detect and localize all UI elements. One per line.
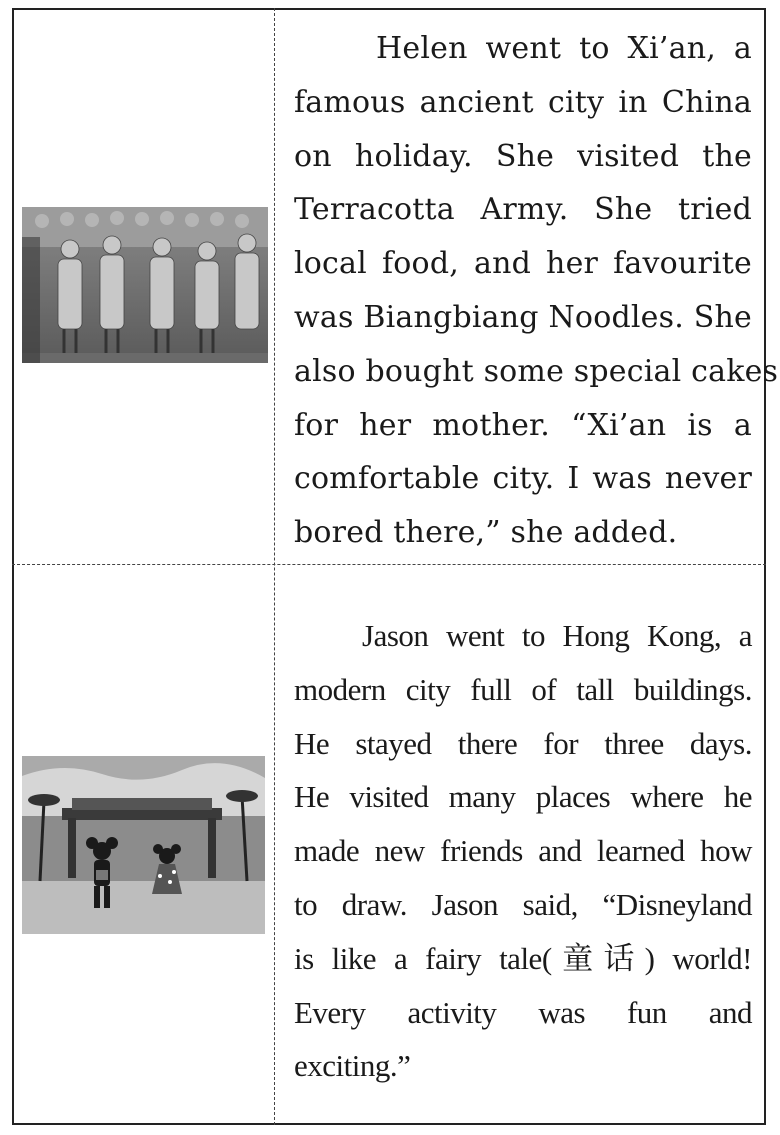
helen-paragraph (294, 22, 779, 560)
jason-line-3: He stayed there for three days. (294, 725, 752, 761)
jason-line-5: made new friends and learned how (294, 833, 752, 869)
helen-line-5: local food, and her favourite (294, 246, 752, 282)
helen-line-2: famous ancient city in China (294, 84, 752, 120)
jason-line-7: is like a fairy tale(童话) world! (294, 940, 752, 976)
terracotta-army-photo (22, 207, 268, 363)
jason-line-1: Jason went to Hong Kong, a (362, 618, 752, 653)
helen-line-4: Terracotta Army. She tried (294, 192, 752, 228)
helen-line-7: also bought some special cakes (294, 353, 779, 389)
jason-line-9: exciting.” (294, 1048, 411, 1084)
helen-line-3: on holiday. She visited the (294, 138, 752, 174)
helen-line-6: was Biangbiang Noodles. She (294, 299, 752, 335)
jason-paragraph (294, 609, 752, 1093)
helen-line-10: bored there,” she added. (294, 515, 678, 551)
disneyland-gate-photo (22, 756, 265, 934)
column-divider (274, 8, 275, 1125)
jason-line-4: He visited many places where he (294, 779, 752, 815)
row-divider (12, 564, 766, 565)
helen-line-9: comfortable city. I was never (294, 461, 752, 497)
jason-line-8: Every activity was fun and (294, 994, 752, 1030)
helen-line-1: Helen went to Xi’an, a (376, 31, 752, 66)
jason-line-6: to draw. Jason said, “Disneyland (294, 886, 752, 922)
jason-line-2: modern city full of tall buildings. (294, 671, 752, 707)
helen-line-8: for her mother. “Xi’an is a (294, 407, 752, 443)
